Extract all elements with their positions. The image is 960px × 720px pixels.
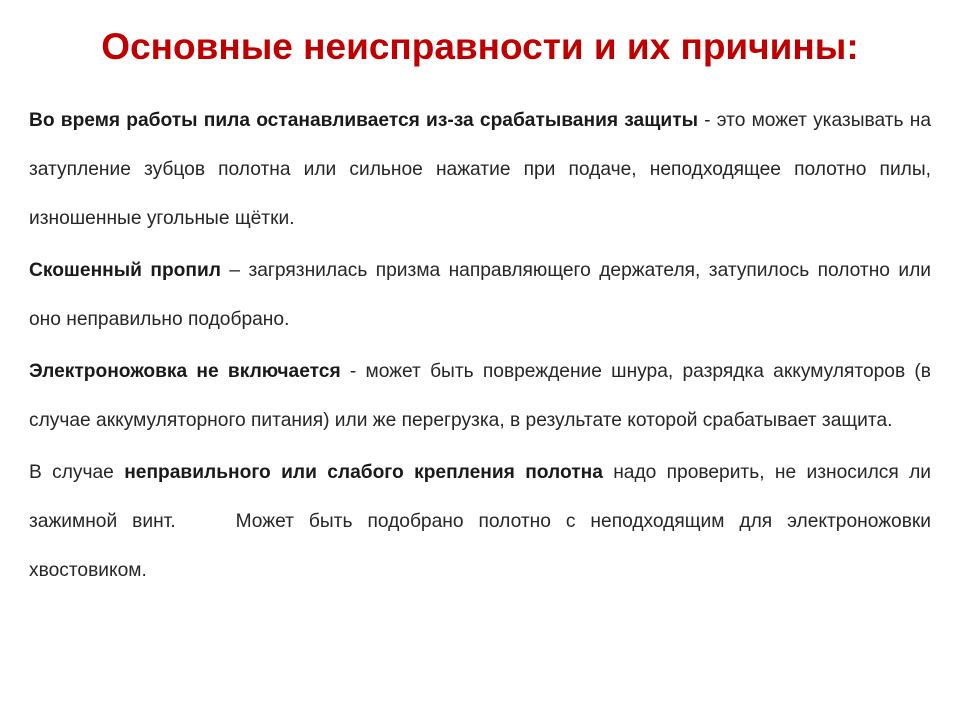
paragraph-text: - может быть повреждение шнура, разрядка аккумуляторов (в случае аккумуляторного питания) или же перегрузка, в результате которой срабатывает защита. bbox=[29, 361, 931, 431]
paragraph-not-turning-on bbox=[29, 347, 931, 445]
paragraph-text: надо проверить, не износился ли зажимной винт. bbox=[29, 462, 931, 532]
paragraph-saw-stops bbox=[29, 96, 931, 243]
slide-title: Основные неисправности и их причины: bbox=[101, 26, 859, 67]
paragraph-gap bbox=[176, 511, 236, 532]
paragraph-prefix: В случае bbox=[29, 462, 125, 483]
paragraph-blade-mounting bbox=[29, 448, 931, 595]
slide-body bbox=[29, 96, 931, 598]
paragraph-heading: Во время работы пила останавливается из-за срабатывания защиты bbox=[29, 110, 698, 131]
paragraph-heading: Скошенный пропил bbox=[29, 260, 221, 281]
paragraph-heading: Электроножовка не включается bbox=[29, 361, 341, 382]
paragraph-text-continued: Может быть подобрано полотно с неподходящим для электроножовки хвостовиком. bbox=[29, 511, 932, 581]
paragraph-text: - это может указывать на затупление зубцов полотна или сильное нажатие при подаче, неподходящее полотно пилы, изношенные угольные щётки. bbox=[29, 110, 931, 229]
paragraph-heading: неправильного или слабого крепления полотна bbox=[124, 462, 603, 483]
paragraph-text: – загрязнилась призма направляющего держателя, затупилось полотно или оно неправильно подобрано. bbox=[29, 260, 931, 330]
paragraph-slanted-cut bbox=[29, 246, 931, 344]
